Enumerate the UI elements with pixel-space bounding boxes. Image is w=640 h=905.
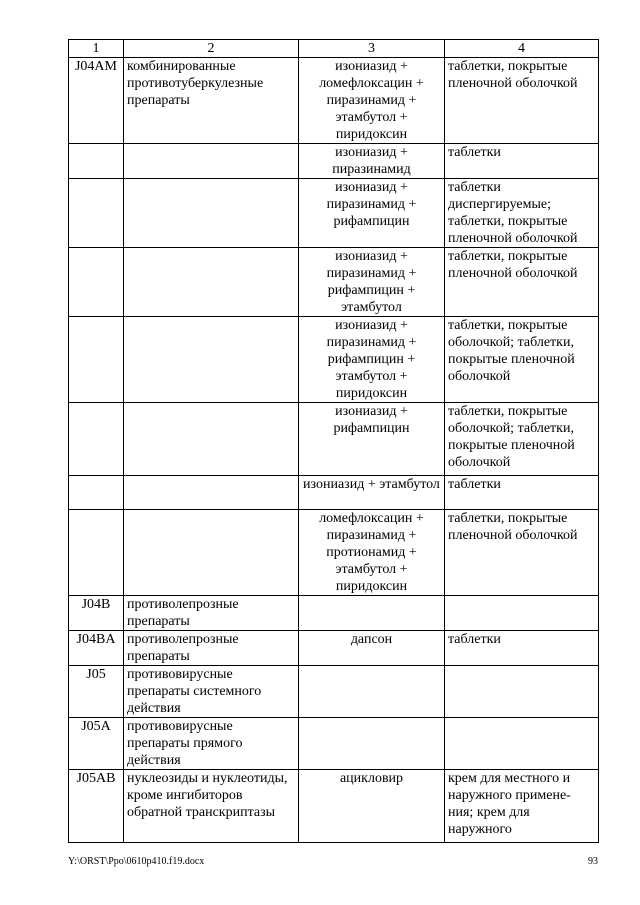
atc-code-cell: [69, 403, 124, 476]
group-name-cell: [124, 144, 299, 179]
dosage-form-cell: [445, 718, 599, 770]
group-name-cell: противолепрозные препараты: [124, 631, 299, 666]
dosage-form-cell: крем для местного и наружного примене-ния; крем для наружного: [445, 770, 599, 843]
group-name-cell: комбинированные противотуберкулезные препараты: [124, 58, 299, 144]
group-name-cell: [124, 248, 299, 317]
footer-file-path: Y:\ORST\Ppo\0610p410.f19.docx: [68, 856, 205, 867]
group-name-cell: нуклеозиды и нуклеотиды, кроме ингибиторов обратной транскриптазы: [124, 770, 299, 843]
table-row: [69, 476, 599, 510]
inn-cell: [299, 596, 445, 631]
drug-table: [68, 39, 599, 843]
dosage-form-cell: [445, 666, 599, 718]
inn-cell: [299, 666, 445, 718]
group-name-cell: противолепрозные препараты: [124, 596, 299, 631]
group-name-cell: [124, 403, 299, 476]
table-row: [69, 144, 599, 179]
dosage-form-cell: таблетки диспергируемые; таблетки, покрытые пленочной оболочкой: [445, 179, 599, 248]
col-header-4: 4: [445, 40, 599, 58]
dosage-form-cell: таблетки, покрытые оболочкой; таблетки, покрытые пленочной оболочкой: [445, 317, 599, 403]
dosage-form-cell: таблетки, покрытые пленочной оболочкой: [445, 58, 599, 144]
footer-page-number: 93: [588, 856, 598, 867]
table-row: [69, 631, 599, 666]
group-name-cell: [124, 317, 299, 403]
inn-cell: изониазид + пиразинамид + рифампицин + этамбутол + пиридоксин: [299, 317, 445, 403]
dosage-form-cell: таблетки, покрытые пленочной оболочкой: [445, 248, 599, 317]
dosage-form-cell: таблетки, покрытые пленочной оболочкой: [445, 510, 599, 596]
group-name-cell: [124, 476, 299, 510]
inn-cell: изониазид + пиразинамид: [299, 144, 445, 179]
dosage-form-cell: таблетки, покрытые оболочкой; таблетки, покрытые пленочной оболочкой: [445, 403, 599, 476]
table-row: [69, 248, 599, 317]
inn-cell: ацикловир: [299, 770, 445, 843]
col-header-1: 1: [69, 40, 124, 58]
inn-cell: ломефлоксацин + пиразинамид + протионамид + этамбутол + пиридоксин: [299, 510, 445, 596]
atc-code-cell: [69, 179, 124, 248]
group-name-cell: противовирусные препараты системного действия: [124, 666, 299, 718]
dosage-form-cell: [445, 596, 599, 631]
atc-code-cell: J05: [69, 666, 124, 718]
col-header-2: 2: [124, 40, 299, 58]
atc-code-cell: J05AB: [69, 770, 124, 843]
table-row: [69, 179, 599, 248]
atc-code-cell: J04BA: [69, 631, 124, 666]
inn-cell: изониазид + ломефлоксацин + пиразинамид + этамбутол + пиридоксин: [299, 58, 445, 144]
dosage-form-cell: таблетки: [445, 631, 599, 666]
atc-code-cell: J04B: [69, 596, 124, 631]
group-name-cell: [124, 510, 299, 596]
table-row: [69, 596, 599, 631]
atc-code-cell: J04AM: [69, 58, 124, 144]
group-name-cell: [124, 179, 299, 248]
atc-code-cell: [69, 476, 124, 510]
inn-cell: изониазид + рифампицин: [299, 403, 445, 476]
dosage-form-cell: таблетки: [445, 476, 599, 510]
table-row: [69, 718, 599, 770]
col-header-3: 3: [299, 40, 445, 58]
header-row: [69, 40, 599, 58]
atc-code-cell: [69, 144, 124, 179]
inn-cell: изониазид + пиразинамид + рифампицин + этамбутол: [299, 248, 445, 317]
atc-code-cell: [69, 248, 124, 317]
table-row: [69, 770, 599, 843]
inn-cell: дапсон: [299, 631, 445, 666]
inn-cell: изониазид + пиразинамид + рифампицин: [299, 179, 445, 248]
inn-cell: изониазид + этамбутол: [299, 476, 445, 510]
table-row: [69, 510, 599, 596]
dosage-form-cell: таблетки: [445, 144, 599, 179]
table-row: [69, 317, 599, 403]
group-name-cell: противовирусные препараты прямого действия: [124, 718, 299, 770]
inn-cell: [299, 718, 445, 770]
table-row: [69, 666, 599, 718]
atc-code-cell: [69, 317, 124, 403]
table-row: [69, 403, 599, 476]
atc-code-cell: [69, 510, 124, 596]
atc-code-cell: J05A: [69, 718, 124, 770]
table-row: [69, 58, 599, 144]
